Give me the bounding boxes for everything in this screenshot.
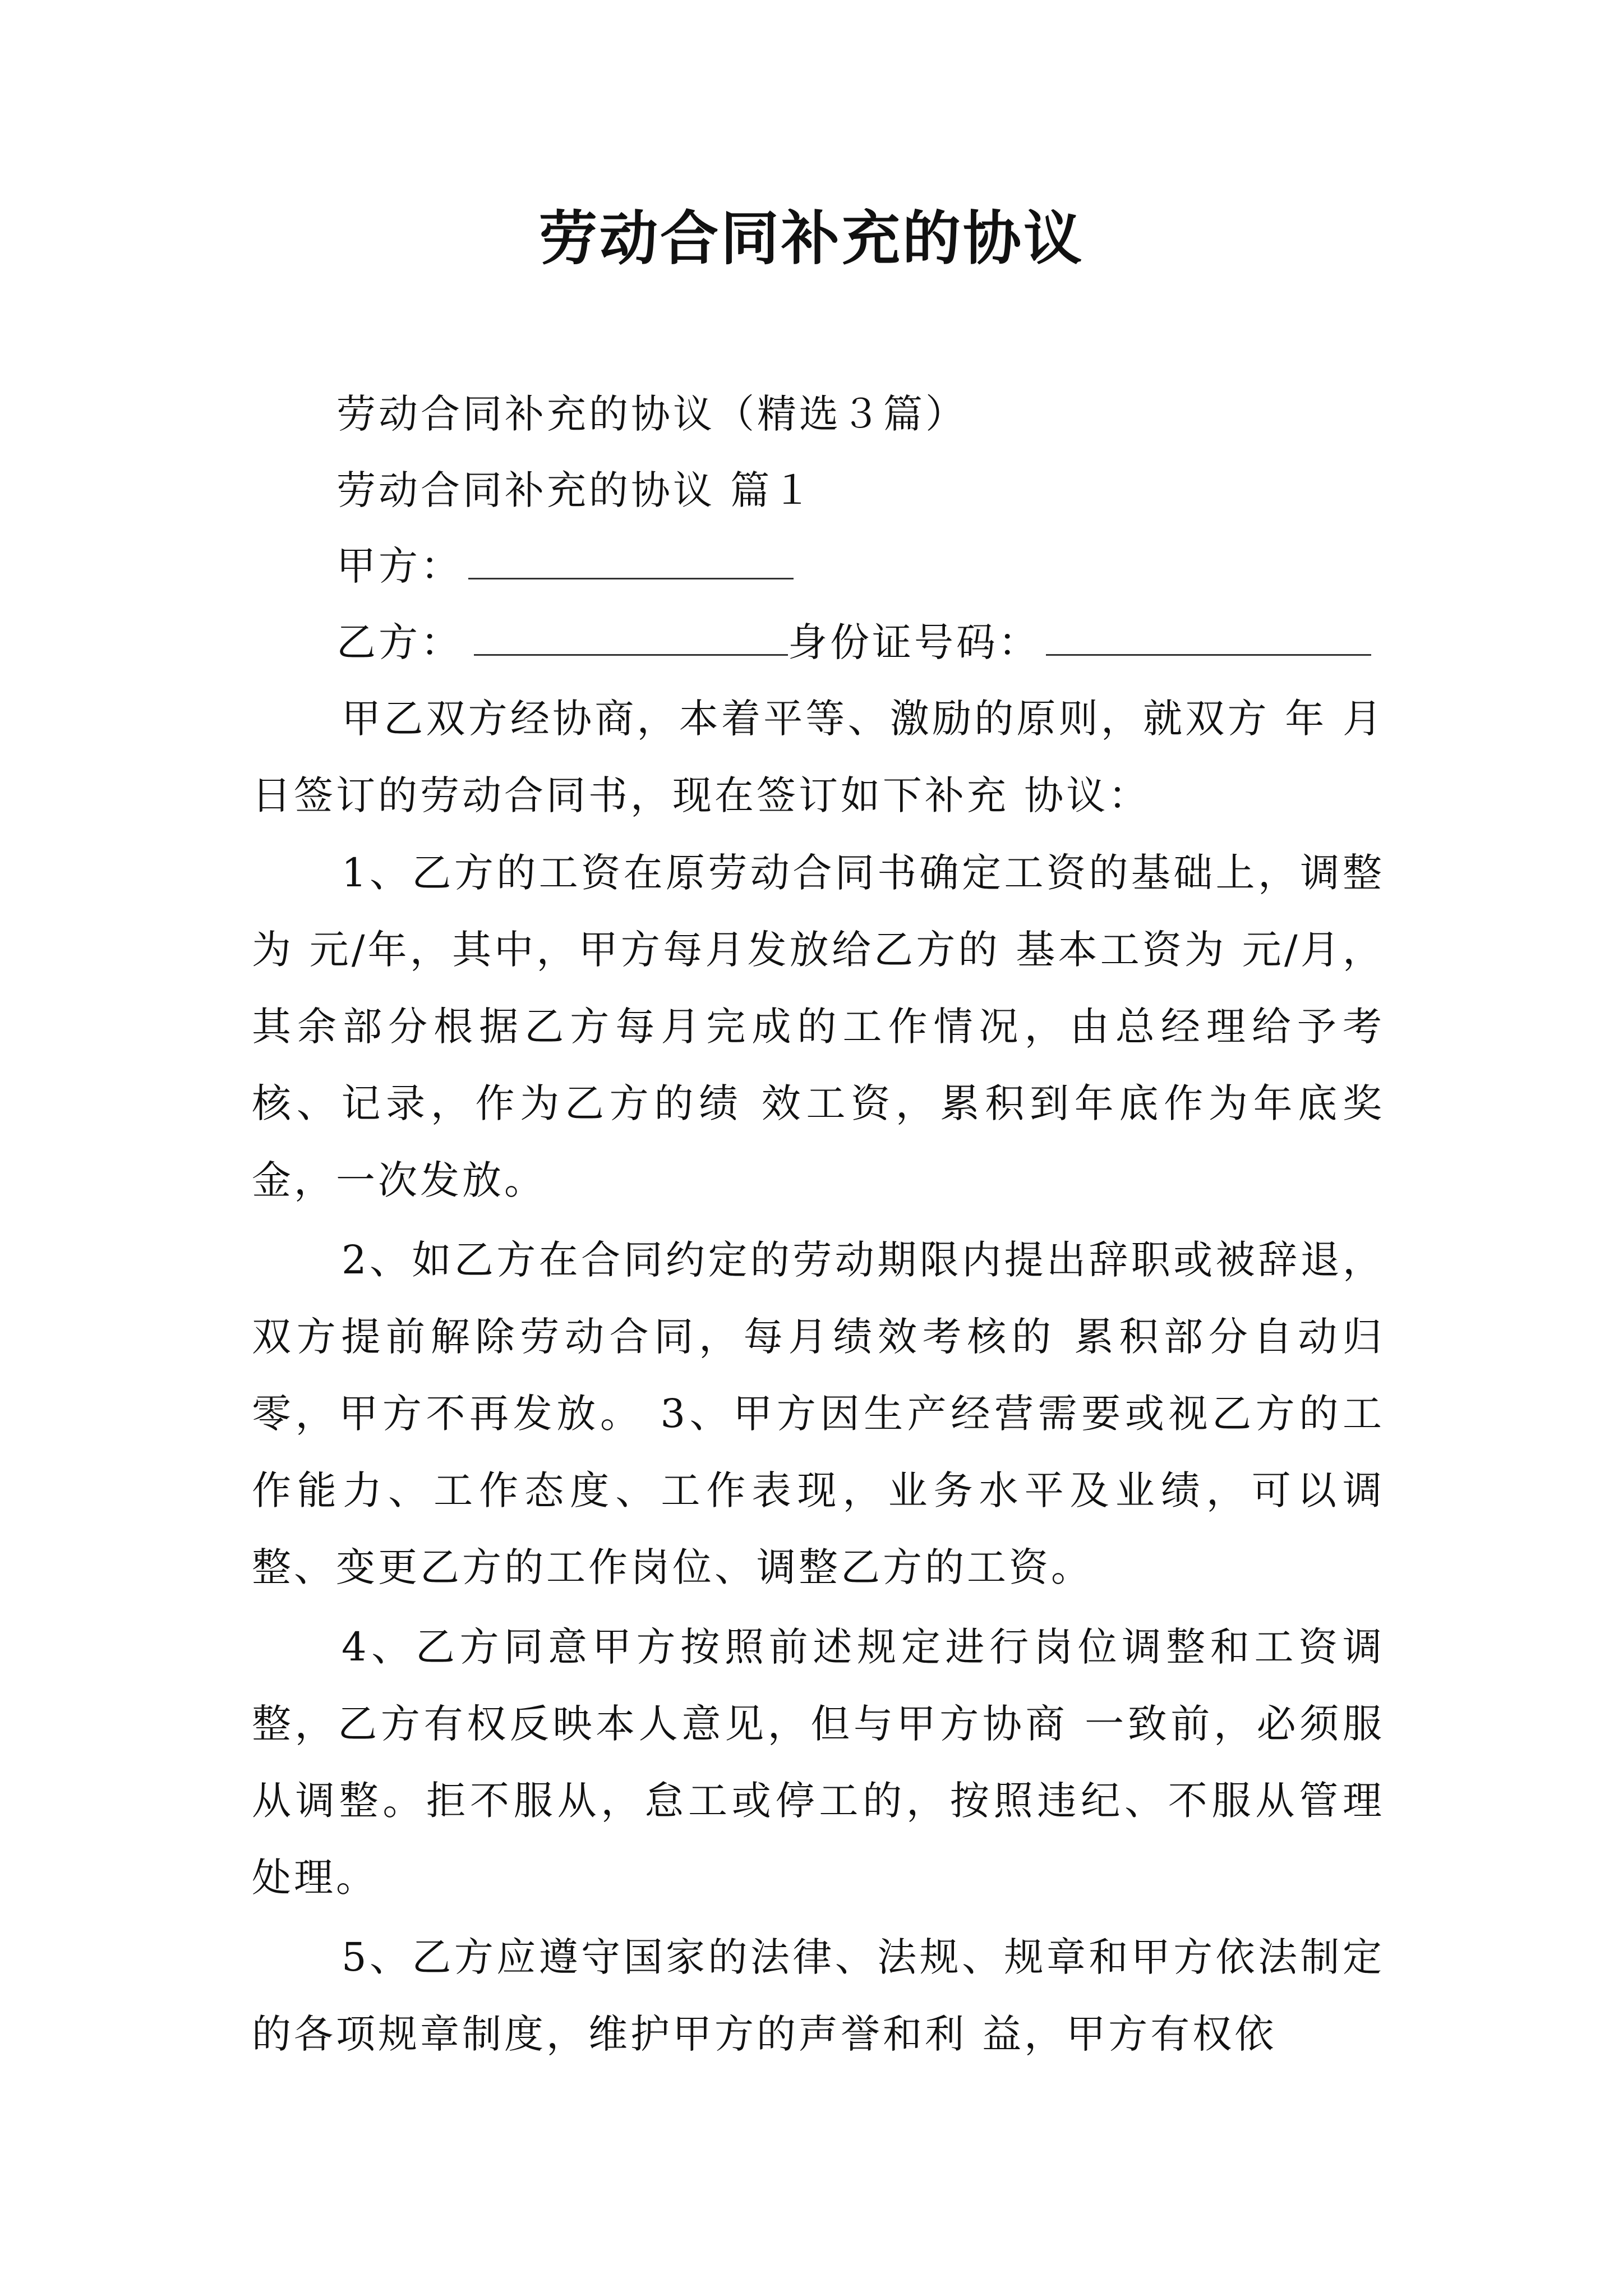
document-subtitle: 劳动合同补充的协议（精选３篇） <box>336 391 967 437</box>
paragraph-clause-4: 4、乙方同意甲方按照前述规定进行岗位调整和工资调整，乙方有权反映本人意见，但与甲方协商 一致前，必须服从调整。拒不服从，怠工或停工的，按照违纪、不服从管理处理。 <box>252 1624 1385 1901</box>
section-heading: 劳动合同补充的协议 篇１ <box>336 467 815 513</box>
party-b-row <box>336 604 1371 680</box>
party-b-blank-line <box>474 615 788 656</box>
id-number-label: 身份证号码： <box>788 619 1040 665</box>
document-title: 劳动合同补充的协议 <box>538 204 1084 273</box>
paragraph-clause-2-3: 2、如乙方在合同约定的劳动期限内提出辞职或被辞退，双方提前解除劳动合同，每月绩效考核的 累积部分自动归零，甲方不再发放。 3、甲方因生产经营需要或视乙方的工作能力、工作态度、工作表现，业务水平及业绩，可以调整、变更乙方的工作岗位、调整乙方的工资。 <box>252 1237 1385 1590</box>
party-a-blank-line <box>468 539 794 579</box>
party-a-label: 甲方： <box>336 543 463 589</box>
party-a-row <box>336 528 794 604</box>
paragraph-clause-1: 1、乙方的工资在原劳动合同书确定工资的基础上，调整为 元/年，其中，甲方每月发放给乙方的 基本工资为 元/月，其余部分根据乙方每月完成的工作情况，由总经理给予考核、记录，作为乙方的绩 效工资，累积到年底作为年底奖金，一次发放。 <box>252 850 1385 1203</box>
party-b-label: 乙方： <box>336 619 463 665</box>
id-number-blank-line <box>1046 615 1371 656</box>
paragraph-clause-5: 5、乙方应遵守国家的法律、法规、规章和甲方依法制定的各项规章制度，维护甲方的声誉和利 益，甲方有权依 <box>252 1934 1385 2057</box>
paragraph-intro: 甲乙双方经协商，本着平等、激励的原则，就双方 年 月 日签订的劳动合同书，现在签订如下补充 协议： <box>252 696 1385 818</box>
